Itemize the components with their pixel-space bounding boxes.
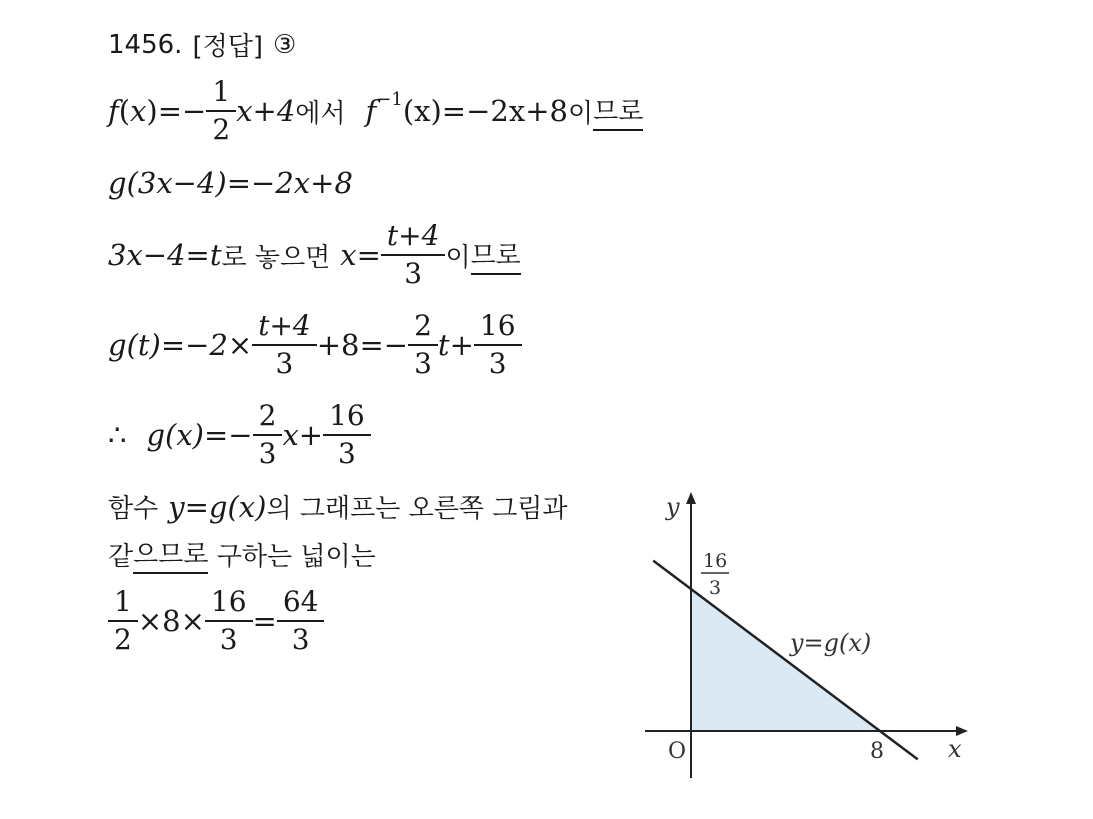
linear-graph-figure xyxy=(640,485,980,785)
fraction: $\frac{1}{2}$ xyxy=(209,78,233,144)
x-intercept-label: 8 xyxy=(870,739,884,764)
origin-label: O xyxy=(668,739,687,764)
equation-line-4: g(t)=−2× $\frac{t+4}{3}$ +8=− $\frac{2}{3}$ t+ $\frac{16}{3}$ xyxy=(108,312,522,378)
answer-label: [정답] xyxy=(192,32,263,62)
problem-number: 1456. xyxy=(108,29,183,60)
fraction: $\frac{16}{3}$ xyxy=(326,402,368,468)
fraction: $\frac{16}{3}$ xyxy=(208,588,250,654)
y-intercept-denominator: 3 xyxy=(709,577,722,599)
equation-line-1: f ( x ) =− $\frac{1}{2}$ x+4 에서 f −1 (x)=−2x+8 이 므로 xyxy=(108,75,644,146)
equation-line-3: 3x−4=t 로 놓으면 x= $\frac{t+4}{3}$ 이 므로 xyxy=(108,219,521,290)
fraction: $\frac{2}{3}$ xyxy=(411,312,435,378)
fraction: $\frac{2}{3}$ xyxy=(256,402,280,468)
equation-line-6: $\frac{1}{2}$ ×8× $\frac{16}{3}$ = $\frac{64}{3}$ xyxy=(108,588,324,654)
problem-header xyxy=(108,26,296,63)
fraction: $\frac{t+4}{3}$ xyxy=(255,312,314,378)
equation-line-5: ∴ g(x)=− $\frac{2}{3}$ x+ $\frac{16}{3}$ xyxy=(108,402,371,468)
y-intercept-numerator: 16 xyxy=(703,550,728,572)
answer-value: ③ xyxy=(272,29,297,60)
fraction: $\frac{64}{3}$ xyxy=(280,588,322,654)
fraction: $\frac{1}{2}$ xyxy=(111,588,135,654)
fraction: $\frac{t+4}{3}$ xyxy=(384,222,443,288)
curve-label: y=g(x) xyxy=(790,629,872,657)
fraction: $\frac{16}{3}$ xyxy=(477,312,519,378)
y-axis-arrow xyxy=(686,492,696,504)
x-axis-label: x xyxy=(948,735,962,763)
equation-line-2: g(3x−4)=−2x+8 xyxy=(108,166,353,200)
text-line-1: 함수 y=g(x) 의 그래프는 오른쪽 그림과 xyxy=(108,489,568,524)
y-axis-label: y xyxy=(666,493,680,521)
text-line-2: 같 으므로 구하는 넓이는 xyxy=(108,534,376,574)
